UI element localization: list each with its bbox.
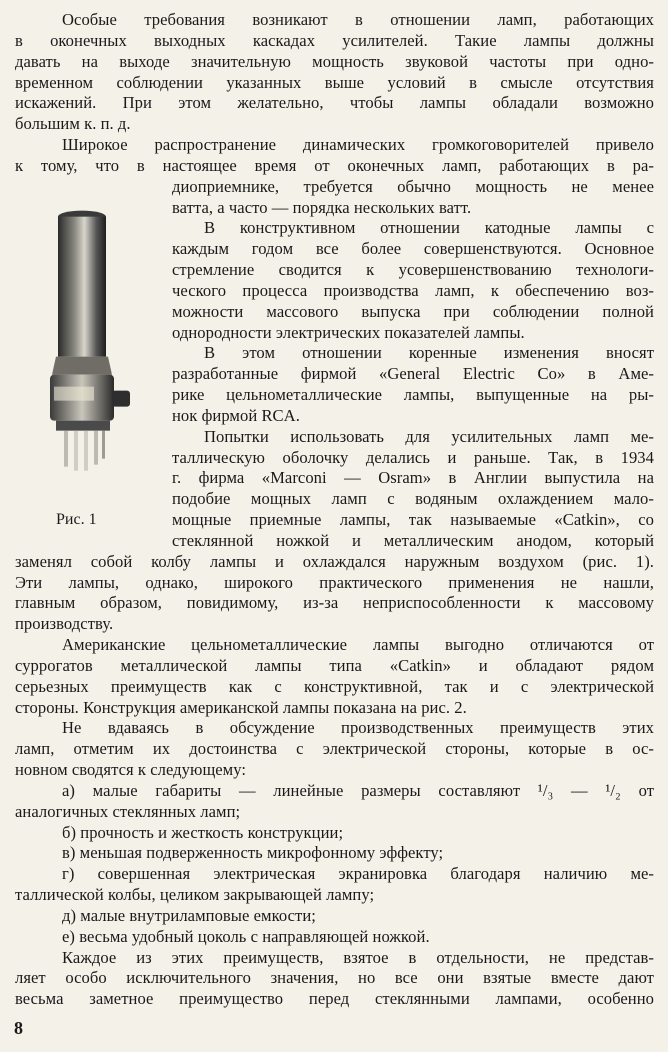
text-line: нок фирмой RCA. bbox=[172, 405, 300, 425]
text-line: диоприемнике, требуется обычно мощность не менее bbox=[172, 176, 654, 196]
text-line: ческого процесса производства ламп, к обеспечению воз- bbox=[172, 280, 654, 300]
text-line: большим к. п. д. bbox=[15, 114, 131, 134]
text-line: подобие мощных ламп с водяным охлаждением мало- bbox=[172, 489, 654, 509]
text-line: Широкое распространение динамических громкоговорителей привело bbox=[62, 135, 654, 154]
page-number: 8 bbox=[14, 1018, 23, 1038]
text-line: ватта, а часто — порядка нескольких ватт. bbox=[172, 197, 472, 217]
text-line: Попытки использовать для усилительных ламп ме- bbox=[204, 426, 654, 446]
text-line: рике цельнометаллические лампы, выпущенные на ры- bbox=[172, 385, 654, 404]
text-line: временном соблюдении указанных выше условий в смысле отсутствия bbox=[15, 72, 654, 92]
text-line: каждым годом все более совершенствуются. Основное bbox=[172, 239, 654, 259]
text-line: стремление сводится к усовершенствованию технологи- bbox=[172, 260, 654, 279]
text-line: производству. bbox=[15, 614, 114, 634]
text-line: к тому, что в настоящее время от оконечных ламп, работающих в ра- bbox=[15, 155, 654, 175]
text-line: новном сводятся к следующему: bbox=[15, 760, 247, 779]
text-line: Каждое из этих преимуществ, взятое в отдельности, не представ- bbox=[62, 947, 654, 967]
text-line: однородности электрических показателей лампы. bbox=[172, 322, 525, 342]
text-line: е) весьма удобный цоколь с направляющей ножкой. bbox=[62, 926, 430, 946]
text-line: В конструктивном отношении катодные лампы с bbox=[204, 218, 654, 238]
text-line: разработанные фирмой «General Electric Co» в Аме- bbox=[172, 364, 654, 384]
text-line: В этом отношении коренные изменения вносят bbox=[204, 343, 654, 363]
text-line: г. фирма «Marconi — Osram» в Англии выпустила на bbox=[172, 468, 654, 488]
text-line: в оконечных выходных каскадах усилителей. Такие лампы должны bbox=[15, 30, 654, 50]
text-line: в) меньшая подверженность микрофонному эффекту; bbox=[62, 843, 444, 863]
text-line: Не вдаваясь в обсуждение производственных преимуществ этих bbox=[62, 718, 654, 738]
text-line: суррогатов металлической лампы типа «Catkin» и обладают рядом bbox=[15, 655, 654, 675]
text-line: искажений. При этом желательно, чтобы лампы обладали возможно bbox=[15, 93, 654, 113]
text-line: серьезных преимуществ как с конструктивной, так и с электрической bbox=[15, 676, 654, 696]
text-line: а) малые габариты — линейные размеры составляют ¹/₃ — ¹/₂ от bbox=[62, 780, 654, 800]
text-line: можности массового выпуска при соблюдении полной bbox=[172, 301, 654, 321]
text-line: Особые требования возникают в отношении ламп, работающих bbox=[62, 10, 654, 29]
text-line: весьма заметное преимущество перед стеклянными лампами, особенно bbox=[15, 989, 654, 1009]
text-line: давать на выходе значительную мощность звуковой частоты при одно- bbox=[15, 51, 654, 71]
text-line: стороны. Конструкция американской лампы показана на рис. 2. bbox=[15, 697, 467, 717]
text-line: ляет особо исключительного значения, но все они взятые вместе дают bbox=[15, 968, 654, 988]
text-line: стеклянной ножкой и металлическим анодом, который bbox=[172, 530, 654, 550]
text-line: г) совершенная электрическая экранировка благодаря наличию ме- bbox=[62, 864, 654, 884]
text-line: таллической колбы, целиком закрывающей лампу; bbox=[15, 885, 375, 904]
vacuum-tube-figure bbox=[30, 181, 140, 514]
text-line: мощные приемные лампы, так называемые «Catkin», со bbox=[172, 510, 654, 529]
text-line: таллическую оболочку делались и раньше. Так, в 1934 bbox=[172, 447, 654, 467]
text-line: аналогичных стеклянных ламп; bbox=[15, 801, 241, 821]
text-line: заменял собой колбу лампы и охлаждался наружным воздухом (рис. 1). bbox=[15, 551, 654, 571]
figure-caption: Рис. 1 bbox=[56, 511, 97, 528]
text-line: Эти лампы, однако, широкого практического применения не нашли, bbox=[15, 572, 654, 592]
text-line: д) малые внутриламповые емкости; bbox=[62, 905, 316, 925]
text-line: главным образом, повидимому, из-за неприспособленности к массовому bbox=[15, 593, 654, 613]
text-line: ламп, отметим их достоинства с электрической стороны, которые в ос- bbox=[15, 739, 654, 759]
text-line: Американские цельнометаллические лампы выгодно отличаются от bbox=[62, 635, 654, 654]
text-line: б) прочность и жесткость конструкции; bbox=[62, 822, 344, 842]
